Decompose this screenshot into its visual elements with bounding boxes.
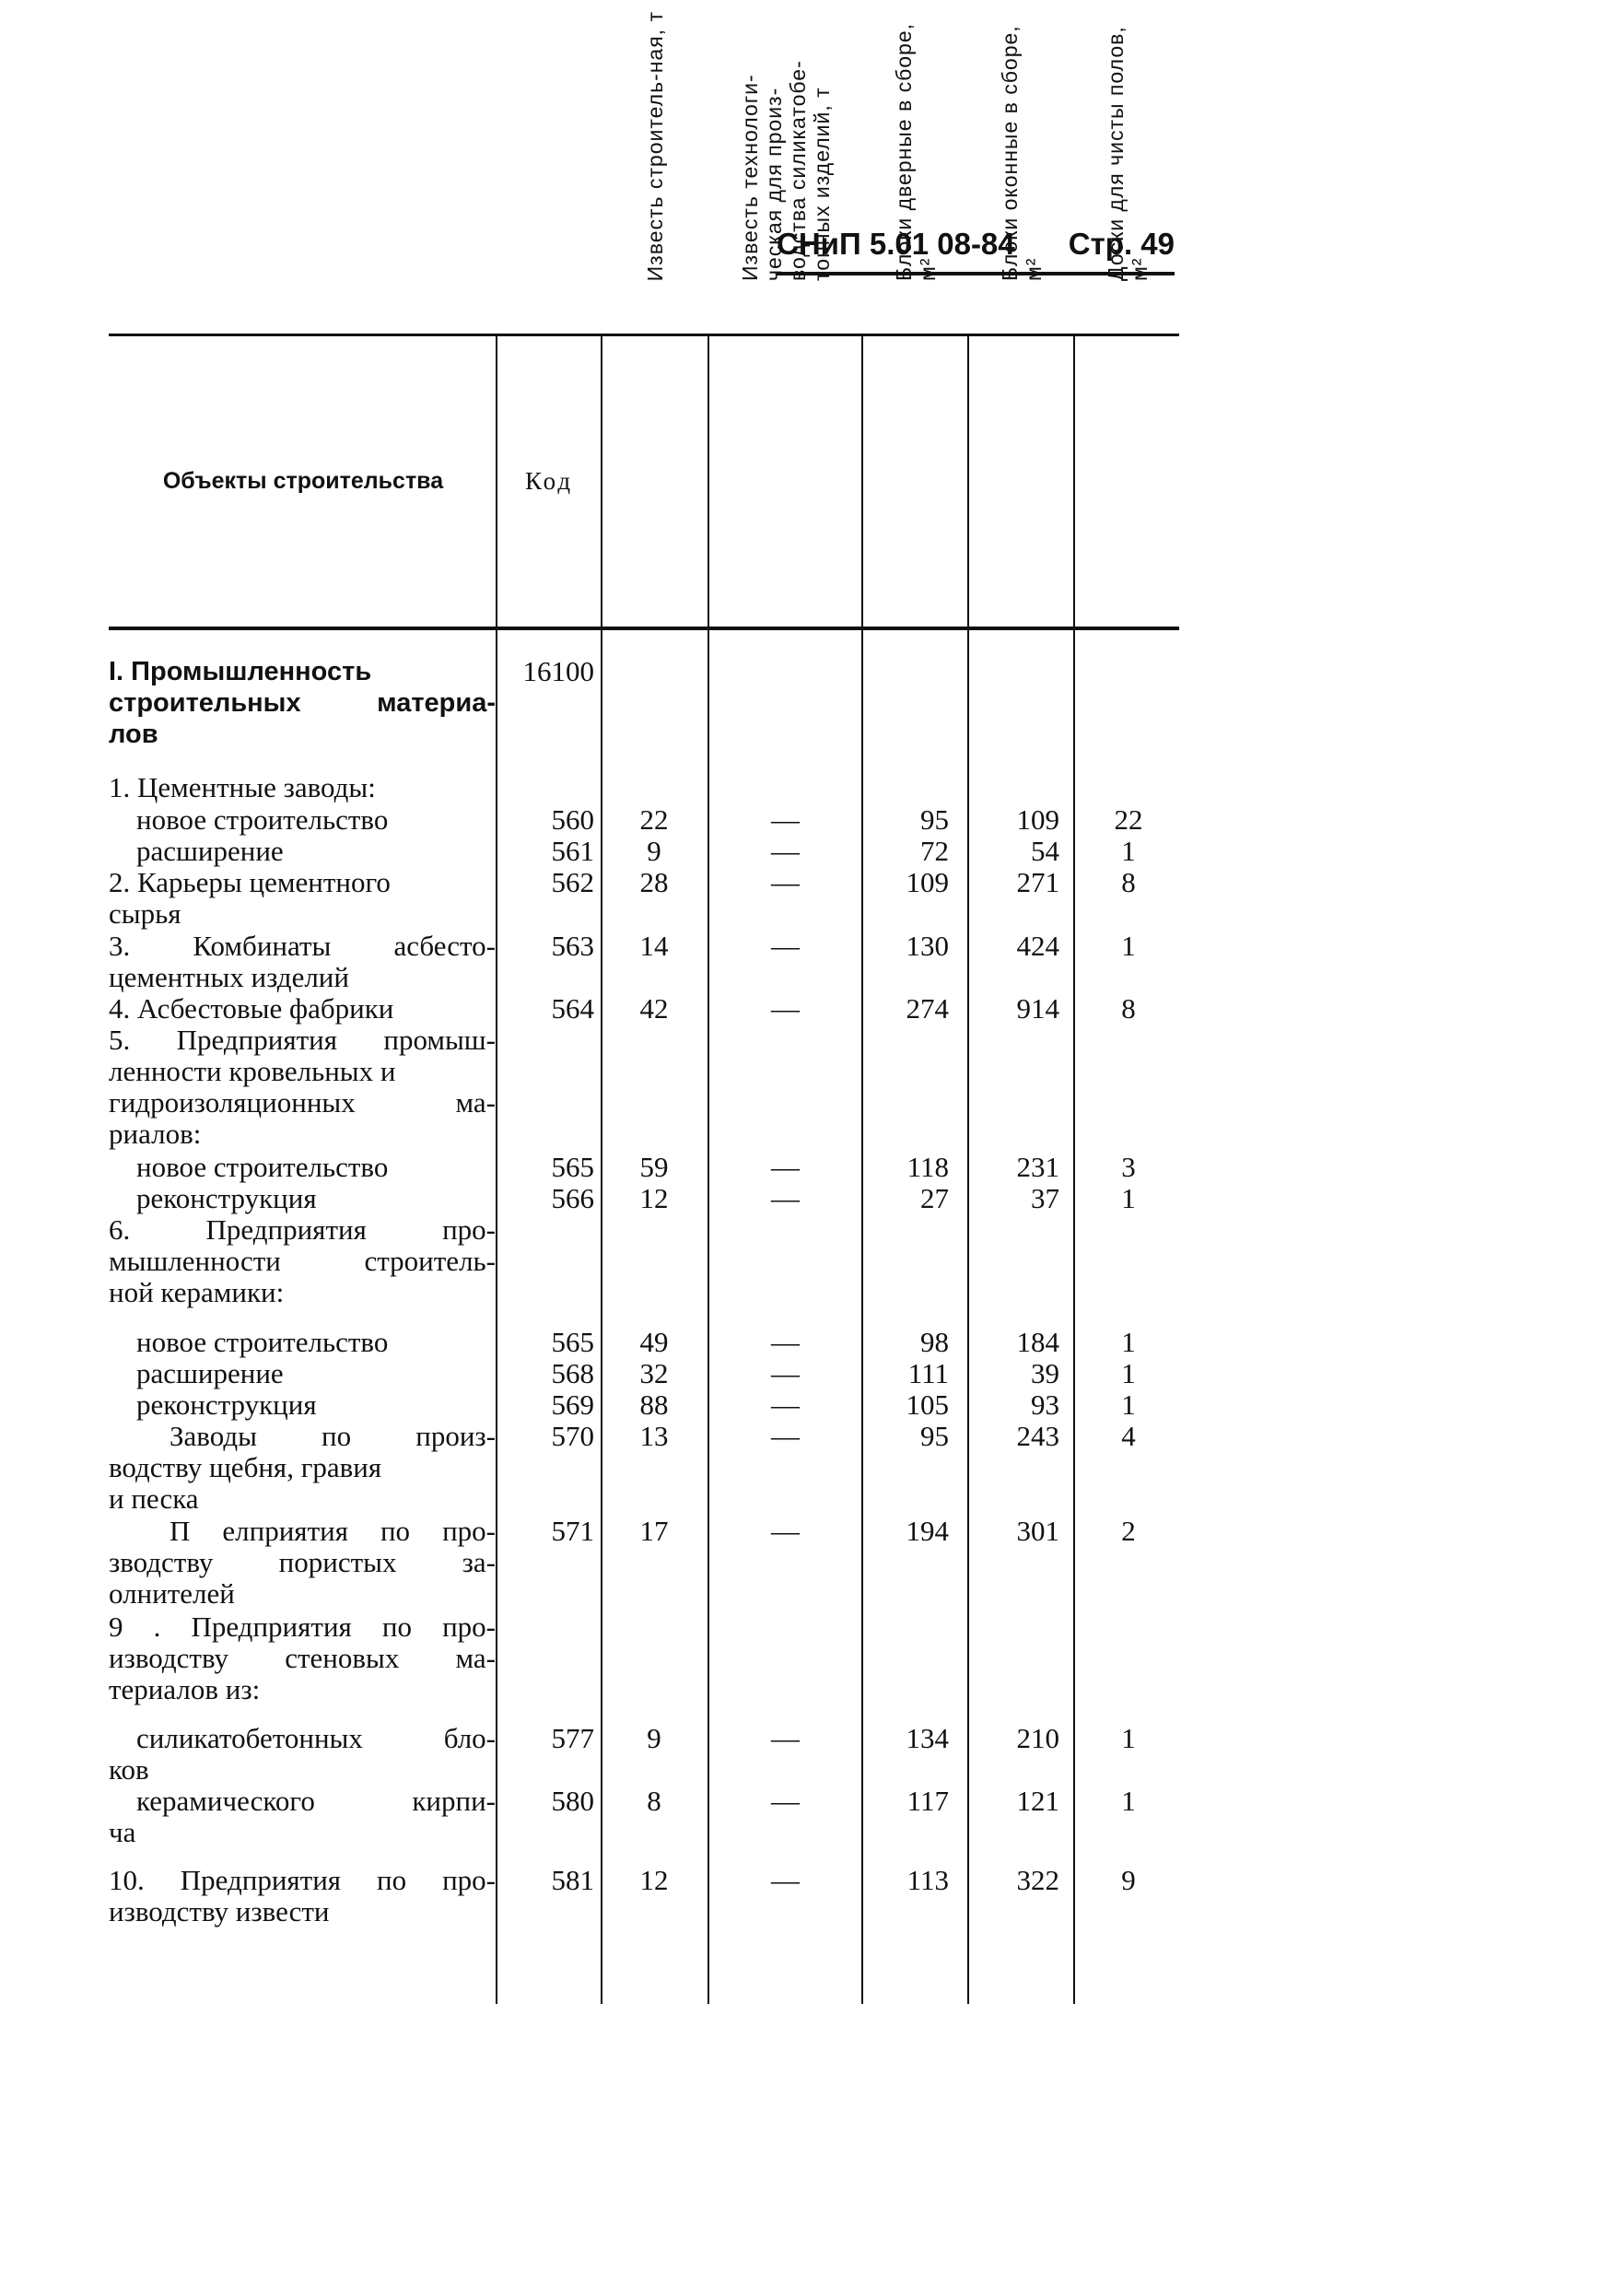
column-header-objects: Объекты строительства [162, 468, 444, 494]
row-code: 570 [551, 1420, 594, 1452]
row-name [109, 836, 496, 867]
column-header-code: Код [524, 467, 574, 495]
row-code: 565 [551, 1326, 594, 1358]
row-name [109, 931, 496, 993]
row-lime-tech: — [771, 1515, 800, 1547]
row-lime-tech: — [771, 835, 800, 867]
row-name-line: 2. Карьеры цементного [109, 866, 391, 898]
row-name-line: ленности кровельных и [109, 1055, 396, 1087]
row-window-blocks: 37 [1031, 1182, 1059, 1214]
row-name [109, 1358, 496, 1389]
row-window-blocks: 54 [1031, 835, 1059, 867]
row-floor-boards: 8 [1121, 866, 1136, 898]
row-window-blocks: 231 [1016, 1151, 1059, 1183]
row-window-blocks: 301 [1016, 1515, 1059, 1547]
row-name [109, 867, 496, 930]
row-code: 563 [551, 930, 594, 962]
row-name-line: и песка [109, 1482, 199, 1515]
row-name-line: керамического кирпи- [136, 1785, 496, 1817]
column-header-window-blocks: Блоки оконные в сборе, м² [997, 25, 1046, 281]
row-lime-construction: 9 [647, 1722, 661, 1754]
row-name-line: 1. Цементные заводы: [109, 771, 376, 803]
row-floor-boards: 3 [1121, 1151, 1136, 1183]
row-name [109, 656, 496, 750]
row-floor-boards: 8 [1121, 992, 1136, 1025]
row-door-blocks: 111 [907, 1357, 949, 1389]
row-code: 565 [551, 1151, 594, 1183]
row-name-line: силикатобетонных бло- [136, 1722, 496, 1754]
row-name [109, 1389, 496, 1421]
row-lime-construction: 22 [639, 803, 669, 836]
row-floor-boards: 2 [1121, 1515, 1136, 1547]
row-name-line: ной керамики: [109, 1276, 285, 1308]
row-lime-construction: 12 [639, 1182, 669, 1214]
row-name-line: водству щебня, гравия [109, 1451, 382, 1483]
row-name [109, 1611, 496, 1705]
column-divider [601, 336, 602, 2004]
column-header-lime-construction: Известь строитель-ная, т [643, 10, 667, 281]
row-code: 568 [551, 1357, 594, 1389]
row-lime-construction: 9 [647, 835, 661, 867]
row-name [109, 1214, 496, 1308]
row-name [109, 1025, 496, 1150]
row-name-line: 4. Асбестовые фабрики [109, 992, 394, 1025]
row-floor-boards: 1 [1121, 1182, 1136, 1214]
column-header-door-blocks: Блоки дверные в сборе, м² [891, 22, 940, 281]
row-window-blocks: 184 [1016, 1326, 1059, 1358]
row-code: 562 [551, 866, 594, 898]
row-name-line: риалов: [109, 1118, 202, 1150]
row-window-blocks: 210 [1016, 1722, 1059, 1754]
row-code: 564 [551, 992, 594, 1025]
row-name-line: цементных изделий [109, 961, 349, 993]
row-lime-tech: — [771, 866, 800, 898]
row-door-blocks: 130 [906, 930, 949, 962]
row-lime-construction: 49 [639, 1326, 669, 1358]
row-lime-tech: — [771, 1151, 800, 1183]
row-name-line: 5. Предприятия промыш- [109, 1024, 496, 1056]
row-window-blocks: 322 [1016, 1864, 1059, 1896]
row-name-line: реконструкция [136, 1388, 317, 1421]
row-door-blocks: 27 [920, 1182, 949, 1214]
row-floor-boards: 22 [1114, 803, 1143, 836]
column-divider [707, 336, 709, 2004]
row-name [109, 1516, 496, 1610]
row-name-line: Заводы по произ- [170, 1420, 496, 1452]
row-door-blocks: 117 [906, 1785, 949, 1817]
row-door-blocks: 95 [920, 803, 949, 836]
row-name-line: лов [109, 720, 158, 749]
table-header-rule [109, 627, 1179, 630]
row-door-blocks: 274 [906, 992, 949, 1025]
row-name-line: расширение [136, 1357, 284, 1389]
row-lime-construction: 32 [639, 1357, 669, 1389]
row-window-blocks: 39 [1031, 1357, 1059, 1389]
row-code: 566 [551, 1182, 594, 1214]
row-name [109, 993, 496, 1025]
row-lime-tech: — [771, 992, 800, 1025]
row-floor-boards: 1 [1121, 1722, 1136, 1754]
row-lime-tech: — [771, 1357, 800, 1389]
row-lime-construction: 8 [647, 1785, 661, 1817]
row-name [109, 1421, 496, 1515]
row-name-line: 3. Комбинаты асбесто- [109, 930, 496, 962]
row-code: 580 [551, 1785, 594, 1817]
row-window-blocks: 424 [1016, 930, 1059, 962]
row-name-line: строительных материа- [109, 688, 496, 718]
row-floor-boards: 4 [1121, 1420, 1136, 1452]
row-name-line: I. Промышленность [109, 657, 372, 686]
row-name-line: териалов из: [109, 1673, 261, 1705]
row-lime-tech: — [771, 1864, 800, 1896]
row-name-line: ков [109, 1753, 149, 1786]
page-number: Стр. 49 [1068, 227, 1175, 261]
row-lime-tech: — [771, 1420, 800, 1452]
row-code: 571 [551, 1515, 594, 1547]
row-name-line: П елприятия по про- [170, 1515, 496, 1547]
row-floor-boards: 1 [1121, 930, 1136, 962]
row-name-line: расширение [136, 835, 284, 867]
row-door-blocks: 109 [906, 866, 949, 898]
row-lime-tech: — [771, 1388, 800, 1421]
row-door-blocks: 95 [920, 1420, 949, 1452]
row-name-line: реконструкция [136, 1182, 317, 1214]
row-door-blocks: 118 [906, 1151, 949, 1183]
row-door-blocks: 105 [906, 1388, 949, 1421]
row-name [109, 1152, 496, 1183]
row-name-line: 10. Предприятия по про- [109, 1864, 496, 1896]
row-name-line: ча [109, 1816, 136, 1848]
row-name [109, 1723, 496, 1786]
row-window-blocks: 93 [1031, 1388, 1059, 1421]
row-door-blocks: 134 [906, 1722, 949, 1754]
row-name-line: изводству извести [109, 1895, 330, 1927]
row-name-line: новое строительство [136, 1151, 389, 1183]
row-name [109, 804, 496, 836]
row-code: 561 [551, 835, 594, 867]
row-name-line: 6. Предприятия про- [109, 1213, 496, 1246]
row-name-line: новое строительство [136, 1326, 389, 1358]
column-header-lime-tech: Известь технологи-ческая для произ-водства силикатобе-тонных изделий, т [737, 60, 834, 281]
row-name-line: новое строительство [136, 803, 389, 836]
row-window-blocks: 243 [1016, 1420, 1059, 1452]
row-lime-construction: 42 [639, 992, 669, 1025]
row-lime-construction: 13 [639, 1420, 669, 1452]
row-window-blocks: 271 [1016, 866, 1059, 898]
row-name-line: олнителей [109, 1577, 235, 1610]
row-floor-boards: 1 [1121, 1388, 1136, 1421]
row-name [109, 772, 496, 803]
row-door-blocks: 113 [906, 1864, 949, 1896]
row-name-line: 9 . Предприятия по про- [109, 1611, 496, 1643]
row-code: 560 [551, 803, 594, 836]
row-name [109, 1786, 496, 1848]
row-lime-tech: — [771, 930, 800, 962]
column-divider [1073, 336, 1075, 2004]
row-code: 16100 [522, 655, 594, 687]
row-name [109, 1865, 496, 1927]
row-lime-construction: 88 [639, 1388, 669, 1421]
row-lime-tech: — [771, 1722, 800, 1754]
row-lime-construction: 28 [639, 866, 669, 898]
row-name [109, 1327, 496, 1358]
row-door-blocks: 72 [920, 835, 949, 867]
row-name-line: мышленности строитель- [109, 1245, 496, 1277]
row-lime-tech: — [771, 1785, 800, 1817]
row-floor-boards: 1 [1121, 1785, 1136, 1817]
row-floor-boards: 9 [1121, 1864, 1136, 1896]
row-name [109, 1183, 496, 1214]
row-code: 569 [551, 1388, 594, 1421]
row-name-line: сырья [109, 897, 181, 930]
row-lime-tech: — [771, 1182, 800, 1214]
row-window-blocks: 914 [1016, 992, 1059, 1025]
row-lime-tech: — [771, 1326, 800, 1358]
row-lime-construction: 14 [639, 930, 669, 962]
row-lime-tech: — [771, 803, 800, 836]
row-floor-boards: 1 [1121, 835, 1136, 867]
row-floor-boards: 1 [1121, 1326, 1136, 1358]
row-floor-boards: 1 [1121, 1357, 1136, 1389]
row-name-line: гидроизоляционных ма- [109, 1086, 496, 1119]
column-header-floor-boards: Доски для чисты полов, м² [1103, 26, 1152, 281]
row-name-line: зводству пористых за- [109, 1546, 496, 1578]
row-lime-construction: 12 [639, 1864, 669, 1896]
row-code: 577 [551, 1722, 594, 1754]
row-lime-construction: 17 [639, 1515, 669, 1547]
document-code: СНиП 5.01 08-84 [777, 227, 1015, 261]
row-door-blocks: 98 [920, 1326, 949, 1358]
row-code: 581 [551, 1864, 594, 1896]
row-window-blocks: 109 [1016, 803, 1059, 836]
row-window-blocks: 121 [1016, 1785, 1059, 1817]
row-lime-construction: 59 [639, 1151, 669, 1183]
row-door-blocks: 194 [906, 1515, 949, 1547]
row-name-line: изводству стеновых ма- [109, 1642, 496, 1674]
